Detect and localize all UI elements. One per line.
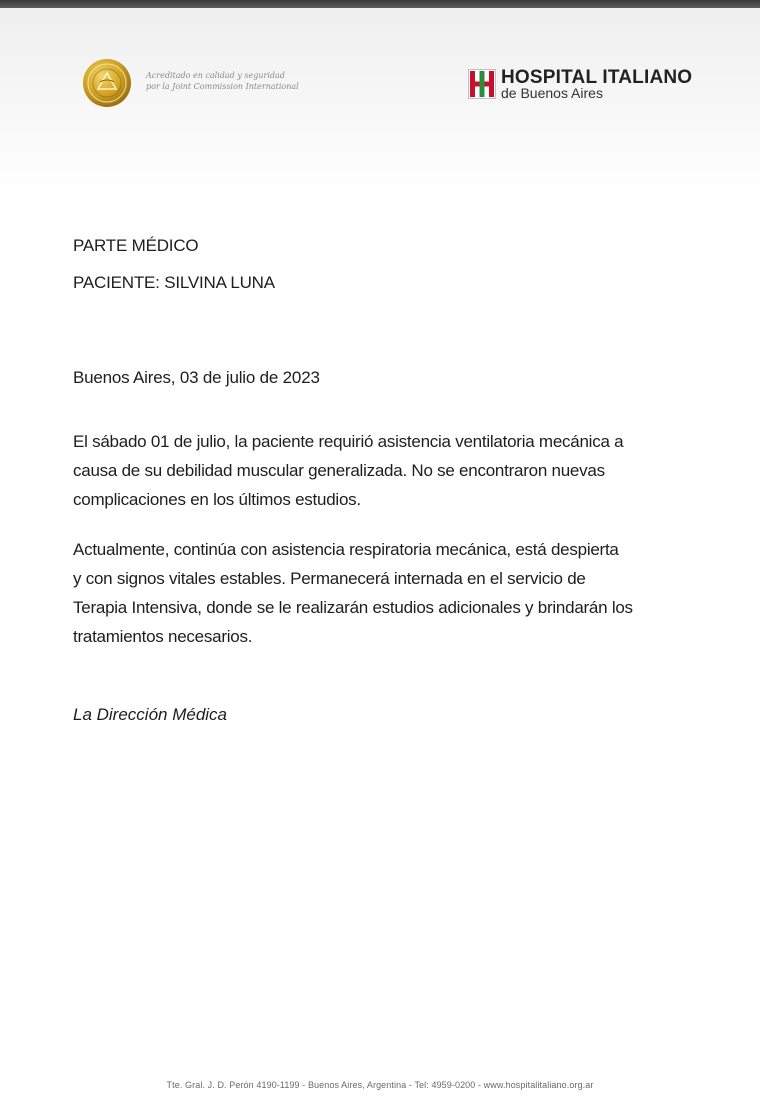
hospital-logo	[468, 67, 698, 107]
hospital-cross-icon	[468, 69, 496, 99]
paragraph-1	[73, 427, 703, 514]
date-line: Buenos Aires, 03 de julio de 2023	[73, 368, 320, 387]
paragraph-2-line: Actualmente, continúa con asistencia respiratoria mecánica, está despierta	[73, 540, 619, 559]
paragraph-1-line: El sábado 01 de julio, la paciente requirió asistencia ventilatoria mecánica a	[73, 432, 624, 451]
patient-name: PACIENTE: SILVINA LUNA	[73, 273, 275, 292]
accreditation-line-2: por la Joint Commission International	[146, 82, 299, 91]
accreditation-line-1: Acreditado en calidad y seguridad	[146, 71, 285, 80]
paragraph-2-line: Terapia Intensiva, donde se le realizarán estudios adicionales y brindarán los	[73, 598, 633, 617]
top-window-edge	[0, 0, 760, 8]
accreditation-seal-icon	[82, 58, 132, 108]
paragraph-2	[73, 535, 703, 651]
document-title: PARTE MÉDICO	[73, 236, 199, 255]
hospital-subtitle: de Buenos Aires	[501, 85, 603, 101]
footer-address: Tte. Gral. J. D. Perón 4190-1199 - Buenos Aires, Argentina - Tel: 4959-0200 - www.hospitalitaliano.org.ar	[166, 1080, 594, 1090]
paragraph-1-line: complicaciones en los últimos estudios.	[73, 490, 361, 509]
hospital-name: HOSPITAL ITALIANO	[501, 67, 693, 88]
paragraph-2-line: tratamientos necesarios.	[73, 627, 253, 646]
signature: La Dirección Médica	[73, 705, 228, 724]
paragraph-1-line: causa de su debilidad muscular generalizada. No se encontraron nuevas	[73, 461, 605, 480]
accreditation-text	[146, 70, 326, 92]
paragraph-2-line: y con signos vitales estables. Permanecerá internada en el servicio de	[73, 569, 586, 588]
